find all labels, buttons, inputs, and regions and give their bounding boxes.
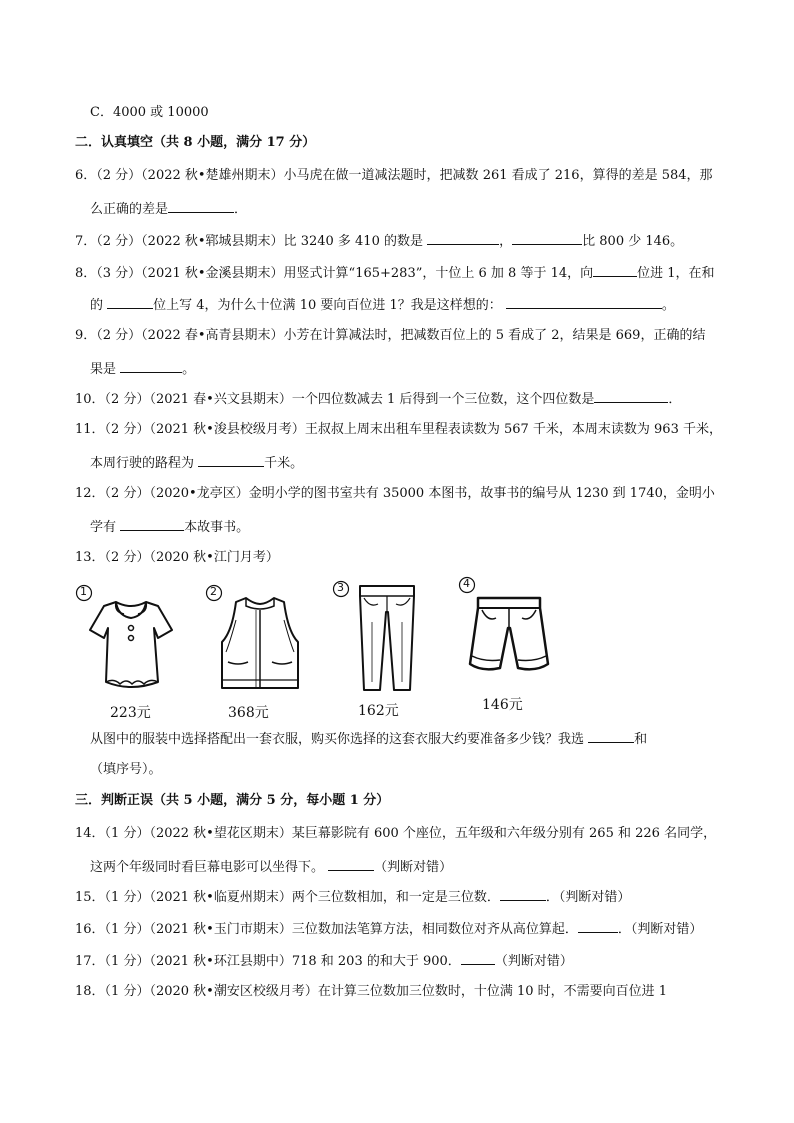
answer-blank-q11[interactable] [198,453,264,467]
question-17-end: （判断对错） [494,954,573,969]
question-15-end: ．（判断对错） [545,890,631,905]
answer-blank-q12[interactable] [120,517,184,531]
question-10-line [75,389,681,409]
question-13-line: 13．（2 分）（2020 秋•江门月考） [75,550,279,565]
section-3-heading: 三．判断正误（共 5 小题，满分 5 分，每小题 1 分） [75,793,390,808]
question-6-line-2 [90,199,247,219]
price-label-2: 368元 [228,705,269,721]
question-15-text: 15．（1 分）（2021 秋•临夏州期末）两个三位数相加，和一定是三位数． [75,890,500,905]
question-13-text-end: 和 [634,732,648,747]
question-9-text: 果是 [90,362,117,377]
question-17-line [75,951,573,971]
question-8-end: 。 [661,298,675,313]
question-6-text: 么正确的差是 [90,202,169,217]
vest-icon [216,592,304,694]
question-6-line-1: 6．（2 分）（2022 秋•楚雄州期末）小马虎在做一道减法题时，把减数 261 看成了 216，算得的差是 584，那 [75,168,713,183]
shorts-icon [466,592,552,676]
question-10-end: ． [668,392,682,407]
question-8-line-1 [75,263,715,283]
question-11-text: 本周行驶的路程为 [90,456,195,471]
answer-blank-q16[interactable] [578,919,618,933]
circled-number-3: 3 [332,580,350,598]
question-14-line-2 [90,857,452,877]
question-16-line [75,919,702,939]
question-11-line-2 [90,453,303,473]
price-label-4: 146元 [482,697,523,713]
circled-number-2: 2 [205,584,223,602]
answer-blank-q8-b[interactable] [107,295,153,309]
question-7-text: 7．（2 分）（2022 秋•郓城县期末）比 3240 多 410 的数是 [75,234,423,249]
answer-blank-q15[interactable] [500,887,546,901]
question-12-line-1: 12．（2 分）（2020•龙亭区）金明小学的图书室共有 35000 本图书，故事书的编号从 1230 到 1740，金明小 [75,486,715,501]
question-14-end: （判断对错） [374,860,453,875]
question-14-line-1: 14．（1 分）（2022 秋•望花区期末）某巨幕影院有 600 个座位，五年级和六年级分别有 265 和 226 名同学， [75,826,717,841]
question-8-text-2: 的 [90,298,104,313]
section-2-heading: 二．认真填空（共 8 小题，满分 17 分） [75,135,316,150]
question-9-line-1: 9．（2 分）（2022 春•高青县期末）小芳在计算减法时，把减数百位上的 5 看成了 2，结果是 669，正确的结 [75,328,706,343]
question-14-text: 这两个年级同时看巨幕电影可以坐得下。 [90,860,325,875]
question-8-line-2 [90,295,675,315]
question-10-text: 10．（2 分）（2021 春•兴文县期末）一个四位数减去 1 后得到一个三位数，这个四位数是 [75,392,595,407]
question-8-text-end: 位进 1，在和 [637,266,715,281]
question-17-text: 17．（1 分）（2021 秋•环江县期中）718 和 203 的和大于 900． [75,954,461,969]
answer-blank-q6[interactable] [168,199,234,213]
answer-blank-q7-a[interactable] [427,231,499,245]
question-6-end: ． [234,202,248,217]
question-13-text-line-1 [90,729,647,749]
question-15-line [75,887,630,907]
answer-blank-q8-c[interactable] [506,295,662,309]
answer-blank-q10[interactable] [594,389,668,403]
answer-blank-q7-b[interactable] [512,231,582,245]
answer-blank-q14[interactable] [328,857,374,871]
price-label-3: 162元 [358,703,399,719]
question-13-text-line-2: （填序号）。 [90,762,162,777]
circled-number-4: 4 [458,576,476,594]
question-16-text: 16．（1 分）（2021 秋•玉门市期末）三位数加法笔算方法，相同数位对齐从高位算起． [75,922,578,937]
question-8-text: 8．（3 分）（2021 秋•金溪县期末）用竖式计算“165+283”，十位上 6 加 8 等于 14，向 [75,266,594,281]
question-7-comma: ， [499,234,513,249]
question-7-end: 比 800 少 146。 [582,234,684,249]
option-c: C．4000 或 10000 [90,105,209,120]
question-9-end: 。 [182,362,196,377]
circled-number-1: 1 [75,584,93,602]
question-16-end: ．（判断对错） [617,922,703,937]
question-13-text: 从图中的服装中选择搭配出一套衣服，购买你选择的这套衣服大约要准备多少钱？我选 [90,732,585,747]
pants-icon [352,582,422,694]
answer-blank-q17[interactable] [461,951,495,965]
answer-blank-q13[interactable] [588,729,634,743]
question-11-end: 千米。 [264,456,304,471]
price-label-1: 223元 [110,705,151,721]
question-11-line-1: 11．（2 分）（2021 秋•浚县校级月考）王叔叔上周末出租车里程表读数为 567 千米，本周末读数为 963 千米， [75,422,722,437]
answer-blank-q9[interactable] [120,359,182,373]
question-7-line [75,231,683,251]
question-8-text-3: 位上写 4，为什么十位满 10 要向百位进 1？我是这样想的： [153,298,502,313]
question-12-text: 学有 [90,520,117,535]
question-18-line: 18．（1 分）（2020 秋•潮安区校级月考）在计算三位数加三位数时，十位满 10 时，不需要向百位进 1 [75,984,668,999]
dress-icon [86,596,176,694]
question-12-end: 本故事书。 [184,520,250,535]
answer-blank-q8-a[interactable] [593,263,637,277]
question-12-line-2 [90,517,249,537]
question-9-line-2 [90,359,195,379]
